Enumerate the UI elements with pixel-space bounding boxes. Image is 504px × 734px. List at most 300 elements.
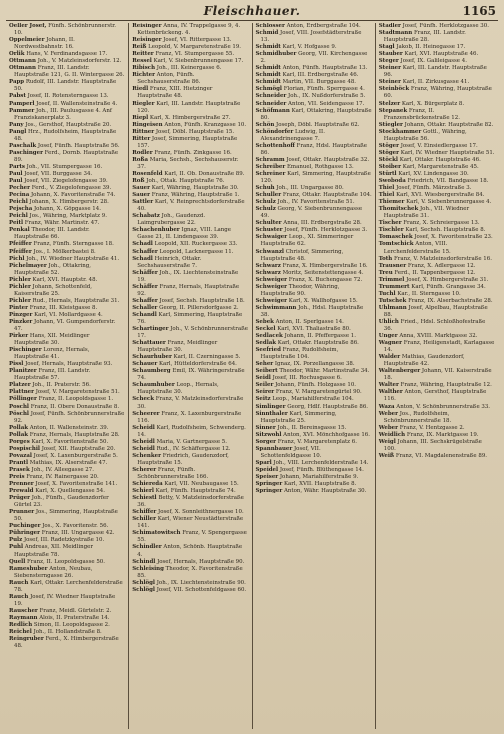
entry-address: Karl, Wiener Neustädterstraße 141.	[137, 516, 244, 530]
directory-entry	[9, 432, 125, 439]
entry-address: Karl, Ottakr. Hauptstraße 86.	[277, 340, 359, 347]
entry-address: Josef, VII. Burggasse 34.	[24, 170, 93, 177]
entry-name: Quell	[9, 558, 26, 565]
entry-name: Pfeiffer	[9, 241, 32, 248]
directory-entry	[379, 270, 495, 277]
directory-entry	[256, 185, 372, 192]
entry-name: Pfeiffer	[9, 248, 32, 255]
entry-name: Schlögl	[132, 586, 156, 593]
entry-address: Franz, IV. Rainergasse 20.	[26, 474, 99, 480]
entry-name: Speiser	[255, 474, 279, 480]
entry-address: Karl, VI. Mollardgasse 4.	[34, 311, 103, 318]
entry-name: Trimmel	[378, 276, 405, 283]
entry-address: Franz, XIII. Hietzinger Hauptstraße 48.	[137, 86, 213, 100]
entry-address: Karl, II. Czerningasse 5.	[173, 354, 241, 361]
directory-entry	[132, 530, 248, 544]
entry-address: Josef, VI. Rittergasse 13.	[163, 37, 232, 44]
directory-entry	[256, 340, 372, 347]
entry-name: Steinböck	[378, 86, 410, 93]
entry-address: Leop., Hernals, Hauptstraße 30.	[137, 382, 219, 396]
directory-entry	[132, 185, 248, 192]
entry-name: Stepanek	[378, 107, 408, 114]
directory-entry	[9, 594, 125, 608]
entry-address: Franz, V. Margaretengürtel 90.	[275, 389, 362, 396]
directory-entry	[9, 467, 125, 474]
directory-entry	[379, 86, 495, 100]
entry-name: Papp	[9, 79, 25, 86]
entry-name: Sauer	[132, 192, 150, 199]
entry-name: Pammer	[9, 107, 35, 114]
entry-address: Emil, IX. Währingerstraße 74.	[137, 368, 245, 382]
entry-name: Pühringer	[9, 530, 41, 537]
directory-entry	[379, 171, 495, 178]
entry-name: Seitz	[255, 396, 271, 403]
directory-entry	[256, 432, 372, 439]
entry-address: Franz, III. Ungargasse 42.	[41, 530, 115, 537]
directory-entry	[132, 587, 248, 594]
directory-entry	[256, 65, 372, 72]
entry-name: Pinzger	[9, 311, 33, 318]
directory-entry	[132, 544, 248, 558]
entry-address: Franz, Hernals, Hauptstraße 92.	[137, 283, 240, 297]
directory-entry	[379, 340, 495, 354]
entry-address: Josef, Fünfh. Märzstraße 3.	[396, 185, 472, 192]
entry-address: Franz, Rudolfsheim, Hauptstraße 104.	[260, 347, 339, 361]
entry-address: Georg, V. Siebenbrunnengasse 49.	[260, 206, 363, 220]
entry-address: Karl, V. Siebenbrunnergasse 4.	[406, 199, 492, 206]
entry-name: Pejscha	[9, 206, 33, 213]
entry-address: Johann, X. Favoritenstraße 74.	[31, 192, 116, 199]
directory-entry	[256, 361, 372, 368]
entry-name: Stadtmann	[378, 30, 413, 37]
directory-entry	[9, 530, 125, 537]
directory-entry	[132, 157, 248, 171]
directory-entry	[9, 615, 125, 622]
entry-address: Joh., Ottak. Hauptstraße 76.	[146, 178, 225, 185]
entry-address: Joh., V. Matzleinsdorferstr. 12.	[37, 58, 122, 65]
entry-address: Karl, III. Landstr. Hauptstraße 96.	[383, 65, 487, 79]
entry-address: Emanuel, Rothgasse 13.	[286, 163, 354, 170]
entry-address: Franz, V. Hentzgasse 2.	[399, 424, 465, 431]
directory-entry	[9, 101, 125, 108]
entry-name: Pecina	[9, 192, 30, 199]
directory-entry	[379, 241, 495, 255]
entry-name: Pulz	[9, 537, 23, 544]
entry-name: Schuller	[255, 192, 282, 199]
directory-entry	[132, 326, 248, 340]
entry-name: Schadl	[132, 255, 153, 262]
entry-name: Schmidhuber	[255, 51, 297, 58]
directory-entry	[256, 396, 372, 403]
entry-address: Franz, Währing, Hauptstraße 60.	[383, 86, 492, 100]
directory-entry	[379, 263, 495, 270]
directory-entry	[379, 185, 495, 192]
entry-address: Karl, Ottakring, Hauptstraße 80.	[260, 107, 372, 121]
directory-entry	[379, 256, 495, 263]
directory-entry	[132, 354, 248, 361]
column-3	[253, 23, 376, 729]
entry-address: Leopold, V. Margaretenstraße 19.	[148, 44, 242, 51]
directory-entry	[256, 404, 372, 411]
entry-name: Schmögl	[255, 86, 282, 93]
entry-name: Schwimmann	[255, 304, 297, 311]
entry-address: Theodor, Währing, Hauptstraße 90.	[260, 283, 340, 297]
entry-name: Scheidl	[132, 445, 155, 452]
entry-address: Karl, Ottakr. Lerchenfelderstraße 78.	[14, 579, 123, 593]
entry-name: Tuchl	[378, 290, 396, 297]
entry-name: Seiler	[255, 382, 274, 389]
page-number: 1165	[462, 4, 496, 18]
entry-name: Schöfmann	[255, 107, 290, 114]
directory-entry	[132, 270, 248, 284]
entry-address: Joh., IX. Liechtensteinstraße 19.	[137, 269, 239, 283]
directory-entry	[9, 277, 125, 284]
entry-address: Mathias, Gaudenzdorf, Hauptstraße 42.	[383, 354, 465, 368]
directory-entry	[132, 425, 248, 439]
directory-entry	[9, 347, 125, 361]
directory-entry	[379, 291, 495, 298]
directory-entry	[9, 319, 125, 333]
directory-entry	[132, 453, 248, 467]
entry-address: Johann, Fünfh. Holzgasse 10.	[275, 382, 357, 389]
entry-address: Moritz, Seitenstettengasse 4.	[282, 269, 364, 276]
entry-name: Ottmann	[9, 58, 36, 65]
entry-address: Karl, III. Erdbergstraße 46.	[282, 72, 359, 79]
entry-name: Seher	[255, 361, 274, 368]
entry-name: Tischer	[378, 220, 402, 227]
directory-entry	[256, 467, 372, 474]
entry-name: Schindler	[132, 544, 162, 551]
directory-entry	[132, 488, 248, 495]
entry-name: Plattner	[9, 389, 34, 396]
entry-name: Stadler	[378, 23, 401, 29]
entry-address: Josef, III. Rochusgasse 6.	[272, 375, 342, 382]
entry-address: Hans, XII. Meidlinger Hauptstraße 30.	[14, 333, 90, 347]
directory-entry	[256, 411, 372, 425]
directory-entry	[256, 199, 372, 206]
entry-name: Stagl	[378, 44, 395, 51]
entry-name: Treu	[378, 269, 393, 276]
directory-entry	[9, 143, 125, 150]
directory-entry	[379, 305, 495, 319]
directory-entry	[379, 298, 495, 305]
directory-entry	[9, 241, 125, 248]
directory-entry	[132, 340, 248, 354]
entry-address: Johann, II. Nordwestbahnstr. 16.	[14, 37, 75, 51]
entry-address: Karl, XVI. Thaliastraße 80.	[277, 326, 351, 333]
entry-name: Schäffer	[132, 283, 158, 290]
directory-entry	[256, 263, 372, 270]
directory-entry	[256, 298, 372, 305]
entry-address: Karl, V. Hofgasse 9.	[282, 44, 337, 51]
entry-address: Joh., Ottakring, Hauptstraße 52.	[14, 262, 92, 276]
entry-name: Penkal	[9, 227, 30, 234]
directory-entry	[9, 629, 125, 636]
entry-address: Karl, XVI. Hauptstr. 48.	[32, 276, 98, 283]
directory-entry	[132, 396, 248, 410]
entry-name: Weiß	[378, 452, 395, 459]
directory-entry	[9, 171, 125, 178]
entry-address: Hans, V. Ferdinandsgasse 17.	[26, 51, 108, 58]
entry-name: Pirker	[9, 333, 29, 340]
entry-name: Rauch	[9, 579, 29, 586]
entry-name: Schweiger	[255, 283, 288, 290]
entry-name: Schmidt	[255, 79, 281, 86]
entry-name: Schottenhoff	[255, 142, 295, 149]
entry-name: Wagner	[378, 340, 402, 347]
entry-address: Joh., VII. Stumpergasse 16.	[26, 163, 103, 170]
entry-address: Karl, X. Wallhofgasse 15.	[288, 297, 358, 304]
entry-name: Stelzer	[378, 100, 401, 107]
entry-name: Steiner	[378, 65, 401, 72]
entry-address: Karl, VII. Neubaugasse 15.	[164, 481, 239, 488]
entry-name: Swoboda	[378, 178, 406, 185]
column-4	[376, 23, 498, 729]
entry-name: Sitzwohl	[255, 431, 282, 438]
entry-address: Johann, Mariahilferstraße 9.	[279, 474, 359, 480]
directory-entry	[9, 333, 125, 347]
entry-address: Franz, V. Margaretenplatz 6.	[277, 438, 357, 445]
entry-address: Anton, Gersthof, Hauptstraße 116.	[383, 389, 487, 403]
directory-entry	[132, 509, 248, 516]
entry-name: Schauer	[132, 361, 158, 368]
entry-name: Schwanzl	[255, 248, 285, 255]
entry-address: Johann, X. Himbergerstr. 28.	[29, 199, 109, 206]
entry-address: Karl, XV. Lindengasse 30.	[398, 170, 469, 177]
directory-entry	[9, 566, 125, 580]
directory-entry	[132, 305, 248, 312]
directory-entry	[132, 150, 248, 157]
entry-address: Franz, VI. Magdalenenstraße 89.	[395, 452, 488, 459]
entry-name: Pissl	[9, 361, 24, 368]
entry-address: Betty, V. Matzleinsdorferstraße 36.	[137, 495, 244, 509]
entry-name: Paschinger	[9, 149, 43, 156]
directory-entry	[379, 227, 495, 234]
directory-entry	[379, 432, 495, 439]
entry-name: Unger	[378, 333, 398, 340]
entry-address: Josef, Hernals, Hauptstraße 93.	[25, 361, 113, 368]
directory-entry	[256, 86, 372, 93]
entry-address: Franz, Hernals, Hauptstraße 28.	[29, 431, 120, 438]
entry-name: Schimatowitsch	[132, 530, 181, 537]
entry-address: Franz, Währ. Martinstr. 47.	[24, 220, 100, 227]
directory-entry	[9, 65, 125, 79]
entry-address: Martin, VII. Burggasse 48.	[282, 79, 357, 86]
entry-name: Pollak	[9, 424, 28, 431]
entry-address: Joh., II. Bereinsgasse 15.	[277, 424, 347, 431]
directory-entry	[256, 305, 372, 319]
directory-entry	[256, 234, 372, 248]
entry-name: Paul	[9, 178, 23, 185]
entry-name: Tomtschick	[378, 241, 414, 248]
directory-entry	[256, 319, 372, 326]
directory-entry	[132, 199, 248, 213]
entry-name: Tutschek	[378, 297, 407, 304]
directory-entry	[256, 277, 372, 284]
entry-address: Anton, Neubau, Siebensterngasse 26.	[14, 565, 93, 579]
entry-name: Sebek	[255, 318, 274, 325]
directory-entry	[379, 23, 495, 30]
entry-address: Joh., IV. Wiedner Hauptstraße 41.	[26, 255, 120, 262]
directory-entry	[379, 192, 495, 199]
entry-address: Karl, III. Landstr. Hauptstraße 120.	[137, 100, 241, 114]
entry-name: Pospischil	[9, 445, 40, 452]
entry-address: Franz, Hdsl. Hauptstraße 86.	[260, 142, 368, 156]
entry-name: Schaurhuber	[132, 354, 172, 361]
entry-name: Uhlich	[378, 318, 399, 325]
entry-name: Schöndorfer	[255, 128, 294, 135]
directory-entry	[256, 446, 372, 460]
entry-name: Schulter	[255, 220, 282, 227]
entry-name: Schreiber	[255, 163, 286, 170]
directory-entry	[379, 319, 495, 333]
entry-name: Schmidt	[255, 44, 281, 51]
directory-entry	[379, 122, 495, 129]
entry-name: Schiestl	[132, 495, 157, 502]
entry-address: Jos., I. Mölkerbastei 8.	[33, 248, 96, 255]
entry-address: Franz, II. Franzensbrückenstraße 12.	[383, 107, 460, 121]
entry-name: Puhl	[9, 544, 24, 551]
entry-name: Weigl	[378, 438, 396, 445]
entry-name: Reisinger	[132, 23, 162, 29]
entry-address: Jos., Währing, Marktplatz 9.	[29, 213, 107, 220]
entry-address: Anton, II. Wallensteinstr. 39.	[29, 424, 109, 431]
directory-entry	[132, 368, 248, 382]
directory-entry	[9, 453, 125, 460]
entry-address: Joh., VIII. Lerchenfelderstraße 14.	[273, 459, 369, 466]
entry-address: Franz, V. Spengergasse 55.	[137, 530, 247, 544]
entry-address: Josef, X. Himbergerstraße 31.	[406, 276, 489, 283]
entry-name: Stoiber	[378, 163, 402, 170]
directory-entry	[9, 368, 125, 382]
entry-address: Karl, Rudolfsheim, Schwenderg. 14.	[137, 424, 246, 438]
entry-address: Franz, IX. Marktgasse 19.	[406, 431, 479, 438]
entry-address: Josef, VII. Ziegelofengasse 39.	[24, 178, 108, 185]
entry-name: Schleising	[132, 565, 164, 572]
entry-address: Josef, III. Radetzkystraße 10.	[23, 537, 105, 544]
directory-entry	[379, 220, 495, 227]
directory-entry	[379, 164, 495, 171]
entry-address: Karl, X. Quellengasse 54.	[35, 488, 105, 495]
entry-address: Anton, II. Sperlgasse 14.	[275, 318, 344, 325]
entry-name: Orlik	[9, 51, 25, 58]
directory-entry	[256, 488, 372, 495]
entry-address: Franz, V. Matzleinsdorferstraße 16.	[394, 255, 492, 262]
directory-entry	[132, 101, 248, 115]
entry-address: Franz, Meidl. Gürtelstr. 2.	[39, 607, 112, 614]
entry-name: Schaumberg	[132, 368, 171, 375]
directory-entry	[9, 396, 125, 403]
directory-entry	[379, 425, 495, 432]
entry-name: Oppelmeier	[9, 37, 45, 44]
entry-name: Schenker	[132, 452, 161, 459]
entry-name: Ribisch	[132, 65, 156, 72]
entry-address: Johann, X. Göpgasse 14.	[33, 206, 101, 213]
entry-name: Springer	[255, 488, 283, 495]
directory-entry	[256, 129, 372, 143]
directory-entry	[9, 495, 125, 509]
directory-entry	[9, 79, 125, 93]
entry-name: Schneider	[255, 100, 287, 107]
entry-name: Waltenberger	[378, 368, 421, 375]
page-title: Fleischhauer.	[203, 4, 301, 18]
directory-entry	[9, 93, 125, 100]
directory-entry	[256, 227, 372, 234]
directory-entry	[256, 108, 372, 122]
entry-name: Stöger	[378, 142, 399, 149]
entry-address: Josef, Fünfh. Herklotzgasse 3.	[284, 227, 368, 234]
entry-address: Josef, Fünfh. Herklotzgasse 30.	[402, 23, 489, 29]
directory-entry	[132, 72, 248, 86]
entry-address: Lorenz, Hernals, Hauptstraße 41.	[14, 347, 90, 361]
directory-entry	[379, 65, 495, 79]
entry-address: Rudolf, III. Landstr. Hauptstraße 50.	[14, 79, 117, 93]
entry-address: Josef, Ottakr. Hauptstraße 32.	[286, 156, 370, 163]
entry-name: Pinzker	[9, 318, 33, 325]
entry-name: Pöllinger	[9, 396, 37, 403]
entry-name: Seckel	[255, 326, 276, 333]
directory-entry	[132, 23, 248, 37]
entry-name: Paschalk	[9, 142, 37, 149]
directory-entry	[9, 284, 125, 298]
entry-name: Toth	[378, 255, 393, 262]
entry-name: Schattauer	[132, 340, 166, 347]
directory-entry	[132, 256, 248, 270]
directory-entry	[132, 241, 248, 248]
directory-entry	[132, 122, 248, 129]
entry-address: Karl, Sechsh. Hauptstraße 8.	[405, 227, 486, 234]
entry-address: Jos., Rudolfsheim, Schönbrunnerstraße 18.	[383, 410, 452, 424]
entry-address: Josef, Fünfh. Blüthengasse 14.	[279, 466, 364, 473]
entry-name: Riedl	[132, 86, 149, 93]
directory-entry	[132, 467, 248, 481]
directory-entry	[9, 129, 125, 143]
entry-name: Ottmann	[9, 65, 36, 72]
entry-address: Anton, XVI. Mönchhofgasse 16.	[283, 431, 370, 438]
entry-name: Schaller	[132, 304, 158, 311]
entry-name: Schmidt	[255, 72, 281, 79]
entry-address: Franz, Fünfh. Sterngasse 18.	[33, 241, 114, 248]
entry-address: Leop., Mariahilferstraße 104.	[272, 396, 354, 403]
entry-name: Weber	[378, 424, 398, 431]
entry-address: Franz, II. Leopoldsgasse 1.	[38, 396, 114, 403]
entry-address: Joh., Hdsl. Hauptstraße 38.	[260, 304, 364, 318]
entry-name: Reisinger	[132, 37, 162, 44]
entry-address: Josef, X. Favoritenstraße 23.	[414, 234, 493, 241]
entry-name: Rameshuber	[9, 565, 48, 572]
entry-address: Johann, III. Sechskrügelstraße 100.	[383, 438, 482, 452]
directory-entry	[256, 30, 372, 44]
entry-address: Georg, Hdlf. Hauptstraße 86.	[287, 403, 369, 410]
entry-address: Joh., III. Ungargasse 80.	[276, 185, 344, 192]
entry-address: Leop., XI. Simmeringer Hauptstraße 62.	[260, 234, 354, 248]
directory-entry	[9, 192, 125, 199]
entry-address: Josef, X. Favoritenstraße 141.	[35, 481, 118, 488]
entry-name: Scheidl	[132, 424, 155, 431]
entry-address: Josef, Simmering, Hauptstraße 157.	[137, 135, 238, 149]
entry-address: Franz, Währing, Hauptstraße 1.	[151, 192, 240, 199]
entry-name: Peichl	[9, 199, 28, 206]
entry-address: Karl, X. Himbergerstraße 27.	[149, 114, 231, 121]
entry-name: Riegler	[132, 100, 155, 107]
entry-name: Reitter	[132, 51, 154, 58]
entry-name: Pichler	[9, 297, 31, 304]
directory-entry	[256, 249, 372, 263]
entry-address: Josef, Fünfh. Schönbrunnerstraße 92.	[14, 410, 125, 424]
entry-name: Schweiger	[255, 297, 288, 304]
entry-address: Karl, II. Zirkusgasse 41.	[402, 79, 470, 86]
directory-entry	[132, 37, 248, 44]
